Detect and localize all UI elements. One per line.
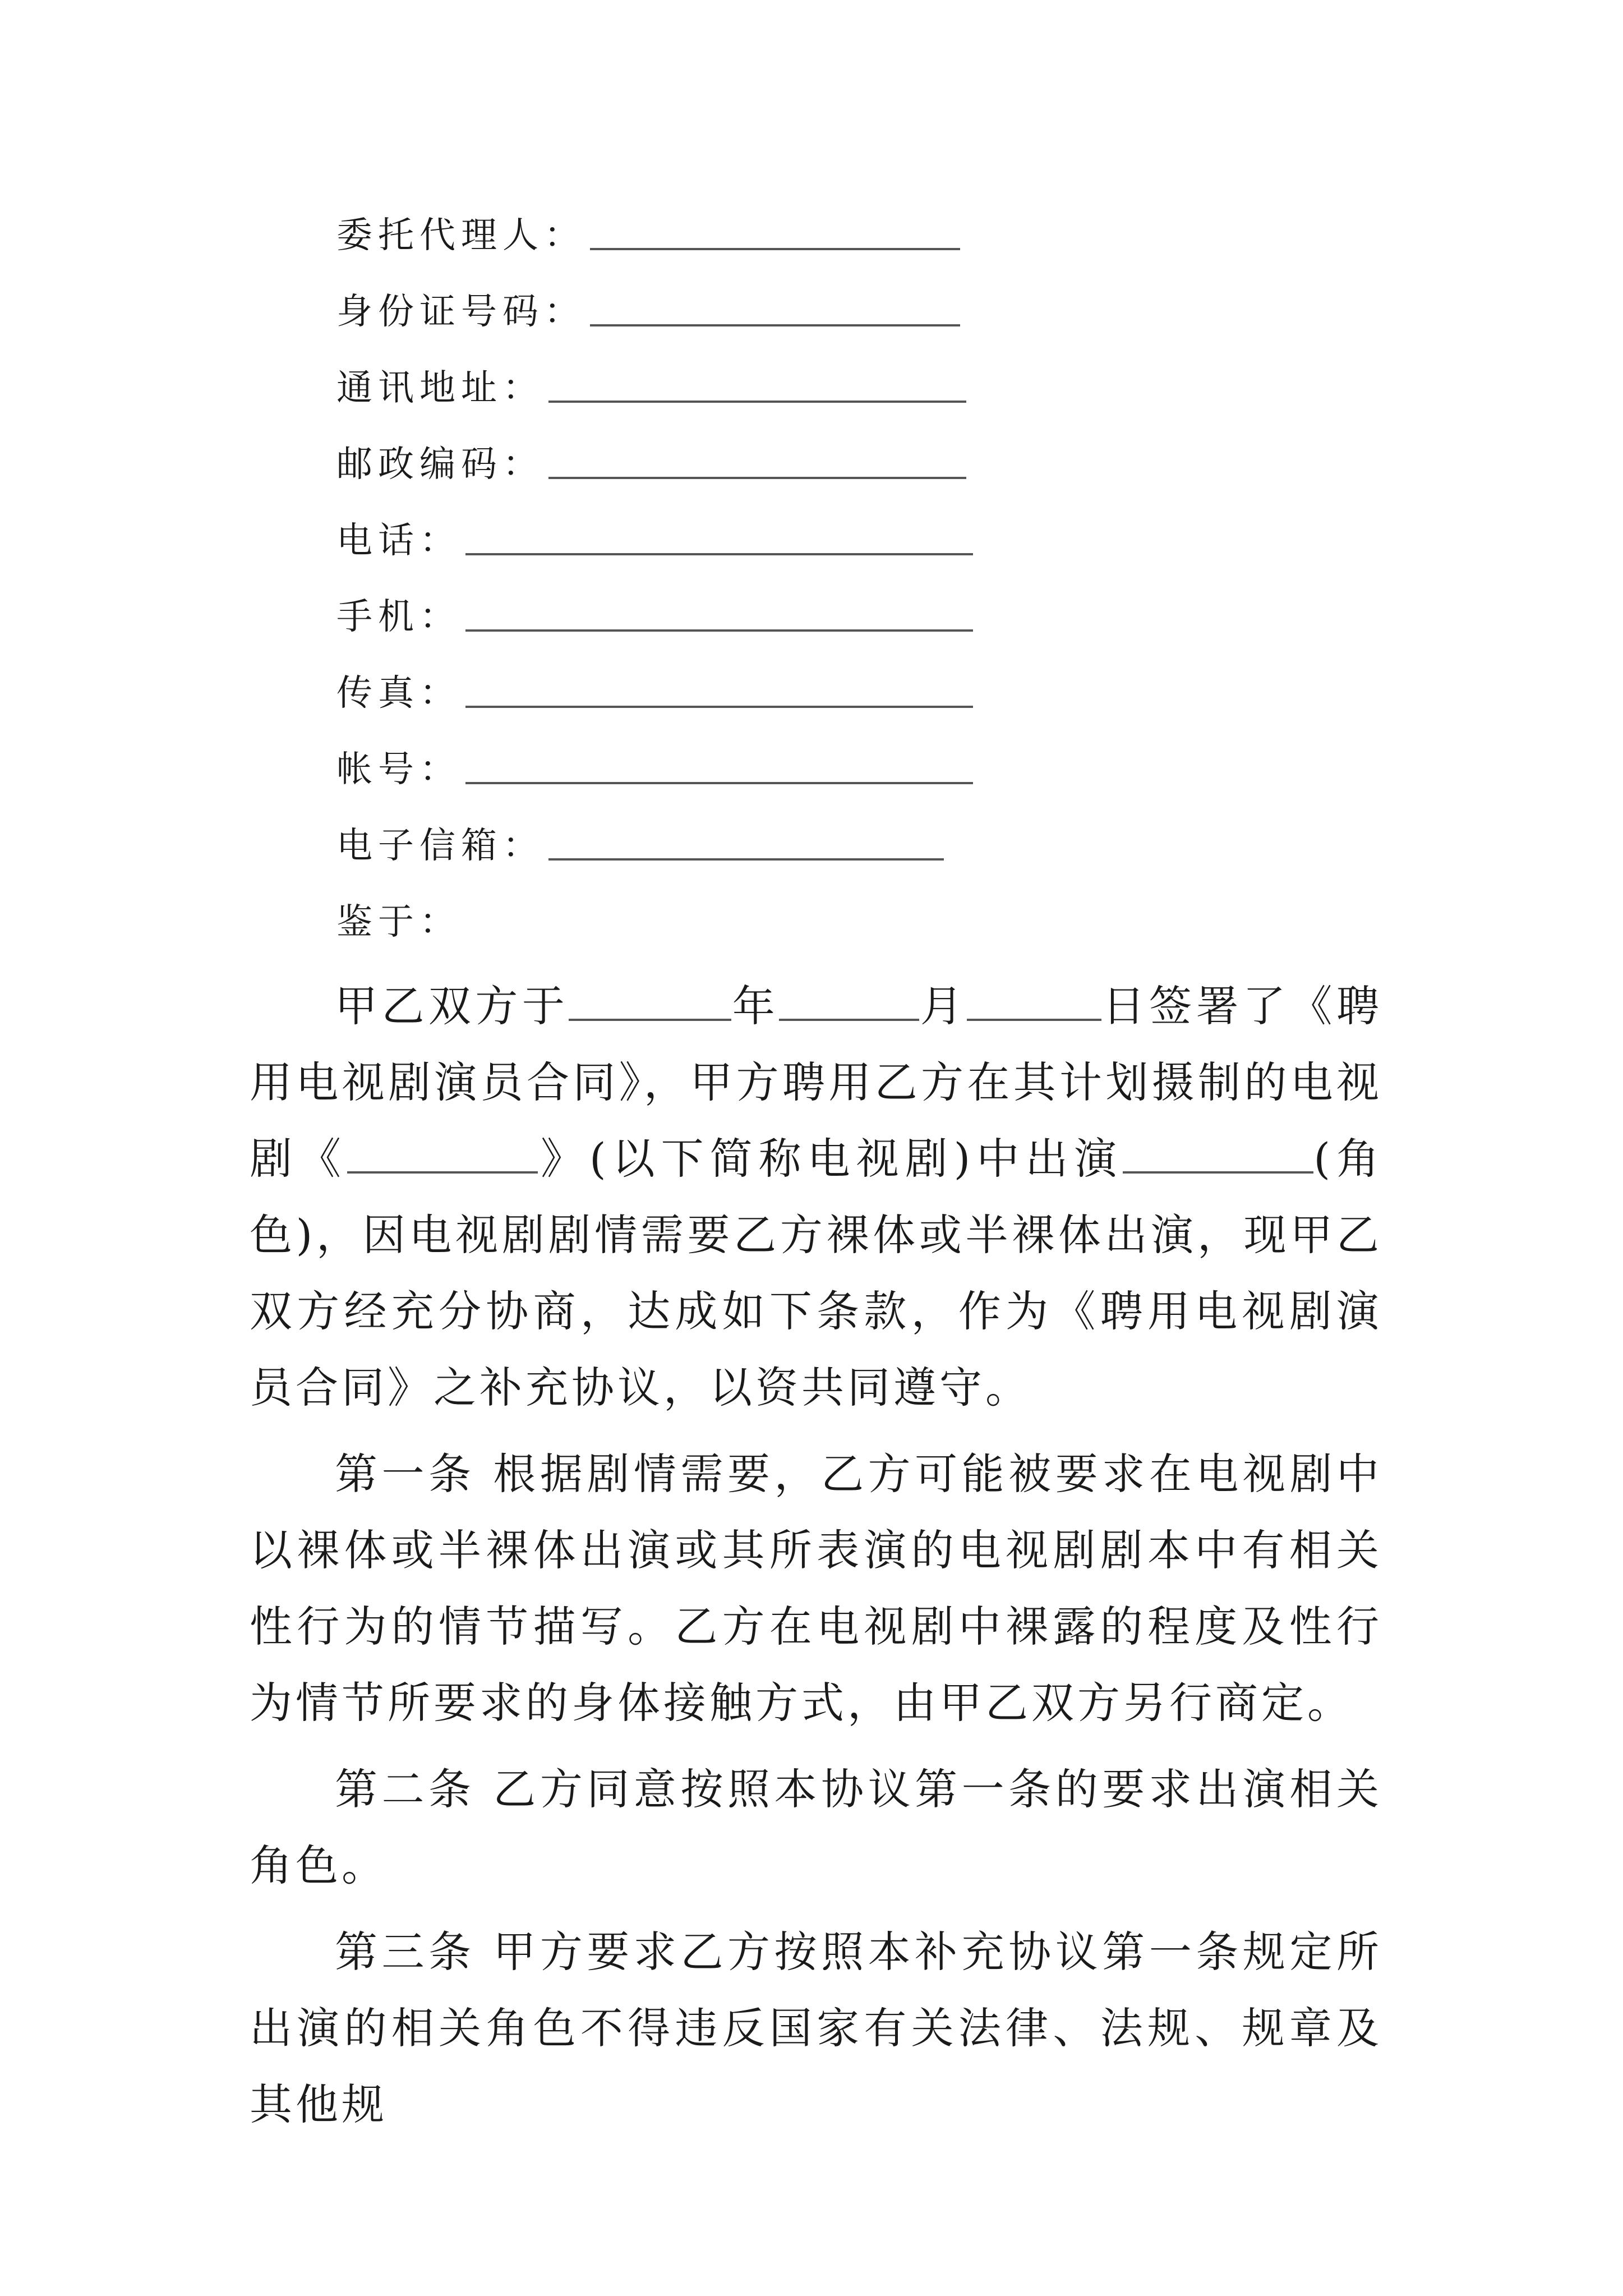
field-blank[interactable] — [465, 553, 973, 555]
blank-year[interactable] — [569, 985, 731, 1021]
blank-role[interactable] — [1123, 1138, 1313, 1174]
field-blank[interactable] — [465, 782, 973, 784]
field-mobile — [336, 595, 973, 639]
field-agent — [336, 213, 960, 258]
field-fax — [336, 671, 973, 716]
field-blank[interactable] — [548, 477, 966, 479]
field-blank[interactable] — [465, 706, 973, 708]
field-address — [336, 366, 966, 411]
field-label: 通讯地址： — [336, 367, 544, 409]
field-label: 手机： — [336, 596, 461, 638]
field-blank[interactable] — [590, 324, 960, 326]
blank-day[interactable] — [967, 985, 1101, 1021]
field-label: 身份证号码： — [336, 291, 585, 333]
field-label: 帐号： — [336, 749, 461, 790]
field-label: 委托代理人： — [336, 215, 585, 256]
field-postcode — [336, 442, 966, 487]
article-1: 第一条 根据剧情需要，乙方可能被要求在电视剧中以裸体或半裸体出演或其所表演的电视剧剧本中有相关性行为的情节描写。乙方在电视剧中裸露的程度及性行为情节所要求的身体接触方式，由甲乙双方另行商定。 — [250, 1449, 1382, 1728]
field-blank[interactable] — [548, 858, 944, 861]
intro-paragraph: 甲乙双方于 年 月 日签署了《聘用电视剧演员合同》，甲方聘用乙方在其计划摄制的电视剧《 》(以下简称电视剧)中出演 (角色)，因电视剧剧情需要乙方裸体或半裸体出演，现甲乙双方经充分协商，达成如下条款，作为《聘用电视剧演员合同》之补充协议，以资共同遵守。 — [250, 981, 1383, 1412]
field-account — [336, 747, 973, 792]
article-2: 第二条 乙方同意按照本协议第一条的要求出演相关角色。 — [250, 1764, 1382, 1890]
field-phone — [336, 518, 973, 563]
field-label: 电话： — [336, 520, 461, 562]
field-blank[interactable] — [465, 629, 973, 632]
blank-drama-title[interactable] — [347, 1138, 538, 1174]
body-text — [250, 968, 1382, 2143]
field-label: 邮政编码： — [336, 444, 544, 485]
field-id-number — [336, 289, 960, 334]
field-label: 电子信箱： — [336, 825, 544, 867]
field-blank[interactable] — [548, 401, 966, 403]
blank-month[interactable] — [779, 985, 919, 1021]
field-blank[interactable] — [590, 248, 960, 250]
field-email — [336, 823, 944, 868]
article-3: 第三条 甲方要求乙方按照本补充协议第一条规定所出演的相关角色不得违反国家有关法律、法规、规章及其他规 — [250, 1927, 1382, 2129]
field-label: 传真： — [336, 673, 461, 714]
whereas-heading: 鉴于： — [336, 901, 461, 943]
